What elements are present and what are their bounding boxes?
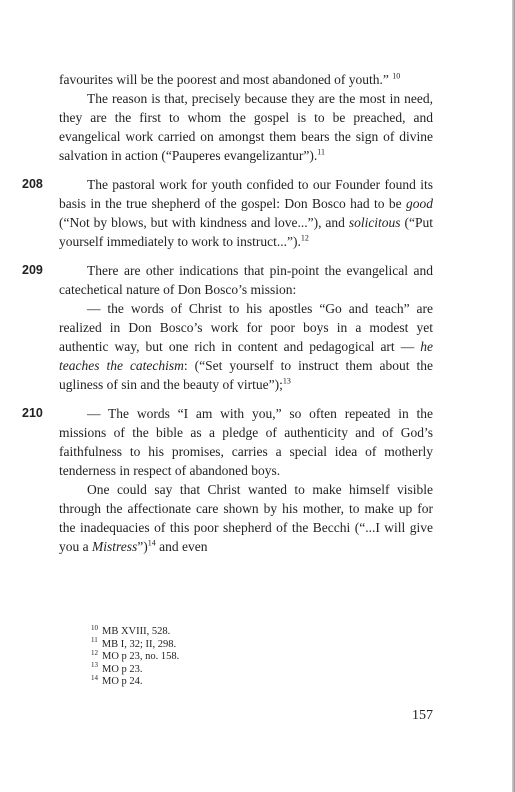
footnote-text: MO p 23, no. 158. <box>102 651 180 663</box>
text-run: (“Put yourself immediately to work to instruct...”). <box>59 215 433 249</box>
paragraph-209-item <box>59 299 433 394</box>
footnote-ref: 11 <box>317 147 325 157</box>
italic-run: he teaches the catechism <box>59 339 433 373</box>
italic-run: solicitous <box>348 215 401 230</box>
text-run: The pastoral work for youth confided to our Founder found its basis in the true shepherd of the gospel: Don Bosco had to be <box>59 177 433 211</box>
footnote-ref: 14 <box>147 538 156 548</box>
text-run: There are other indications that pin-point the evangelical and catechetical nature of Don Bosco’s mission: <box>59 263 433 297</box>
paragraph-reason <box>59 89 433 165</box>
text-run: ”) <box>137 539 148 554</box>
italic-run: good <box>406 196 433 211</box>
footnote-ref: 13 <box>282 376 291 386</box>
footnote <box>91 648 180 664</box>
body-text <box>22 70 433 556</box>
footnote <box>91 673 179 689</box>
section-209 <box>22 261 433 394</box>
footnote-text: MO p 23. <box>102 663 143 675</box>
text-run: The reason is that, precisely because they are the most in need, they are the first to whom the gospel is to be preached, and evangelical work carried on amongst them bears the sign of divine salvation in action (“Pauperes evangelizantur”). <box>59 91 433 163</box>
text-run: (“Not by blows, but with kindness and love...”), and <box>59 215 349 230</box>
footnote-text: MB XVIII, 528. <box>102 626 171 637</box>
footnote-number: 10 <box>91 623 98 632</box>
footnote <box>91 623 179 639</box>
footnotes <box>91 623 180 689</box>
footnote <box>91 661 179 677</box>
text-run: — The words “I am with you,” so often repeated in the missions of the bible as a pledge of authenticity and of God’s faithfulness to his promises, carries a special idea of motherly tenderness in respect of abandoned boys. <box>59 406 433 478</box>
paragraph-210-cont <box>59 480 433 556</box>
footnote-text: MB I, 32; II, 298. <box>101 638 177 650</box>
footnote-text: MO p 24. <box>102 676 143 688</box>
text-run: : (“Set yourself to instruct them about the ugliness of sin and the beauty of virtue”); <box>59 358 433 392</box>
footnote <box>91 636 179 652</box>
text-run: and even <box>155 539 208 554</box>
footnote-ref: 10 <box>392 71 401 81</box>
page-number: 157 <box>412 708 433 723</box>
paragraph-continued <box>59 70 433 89</box>
paragraph-210 <box>59 404 433 480</box>
section-208 <box>22 175 433 251</box>
text-run: — the words of Christ to his apostles “Go and teach” are realized in Don Bosco’s work for poor boys in a modest yet authentic way, but one rich in content and pedagogical art — <box>59 301 433 354</box>
footnote-number: 11 <box>91 636 98 645</box>
footnote-number: 12 <box>91 648 98 657</box>
footnote-number: 13 <box>91 661 98 670</box>
text-run: favourites will be the poorest and most abandoned of youth.” <box>59 72 389 87</box>
footnote-ref: 12 <box>300 233 309 243</box>
footnote-number: 14 <box>91 673 98 682</box>
section-number: 210 <box>22 406 43 420</box>
section-number: 209 <box>22 263 43 277</box>
paragraph-208 <box>59 175 433 251</box>
text-run: One could say that Christ wanted to make himself visible through the affectionate care shown by his mother, to make up for the inadequacies of this poor shepherd of the Becchi (“...I will give you a <box>59 482 433 554</box>
paragraph-209 <box>59 261 433 299</box>
section-210 <box>22 404 433 556</box>
section-number: 208 <box>22 177 43 191</box>
italic-run: Mistress <box>92 539 138 554</box>
